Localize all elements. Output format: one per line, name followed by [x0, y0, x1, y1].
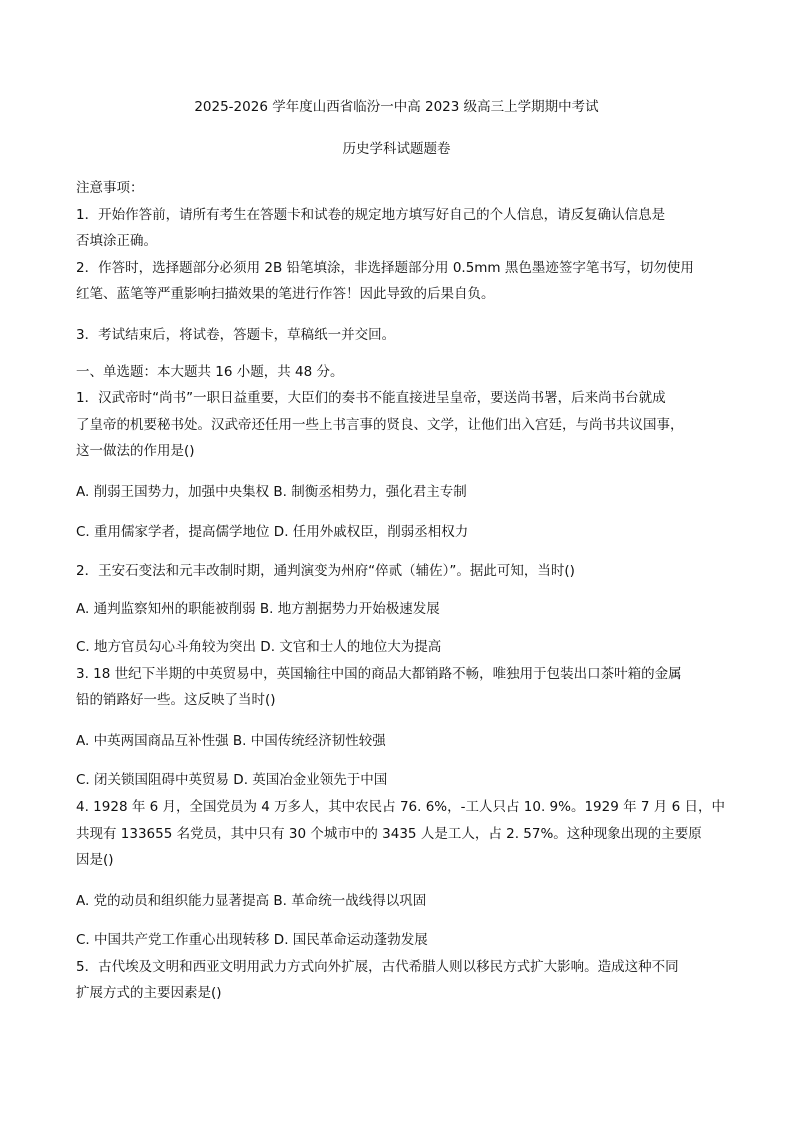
question-stem: 1．汉武帝时“尚书”一职日益重要，大臣们的奏书不能直接进呈皇帝，要送尚书署，后来尚书台就成 [76, 390, 666, 406]
question-stem: 3. 18 世纪下半期的中英贸易中，英国输往中国的商品大都销路不畅，唯独用于包装出口茶叶箱的金属 [76, 666, 682, 682]
question-option: A. 通判监察知州的职能被削弱 B. 地方割据势力开始极速发展 [76, 601, 440, 617]
question-stem: 因是() [76, 852, 114, 868]
notice-item: 3．考试结束后，将试卷，答题卡，草稿纸一并交回。 [76, 327, 396, 343]
notice-item: 否填涂正确。 [76, 233, 157, 249]
notice-item: 红笔、蓝笔等严重影响扫描效果的笔进行作答！因此导致的后果自负。 [76, 286, 495, 302]
question-stem: 2．王安石变法和元丰改制时期，通判演变为州府“倅贰（辅佐）”。据此可知，当时() [76, 563, 575, 579]
question-option: C. 中国共产党工作重心出现转移 D. 国民革命运动蓬勃发展 [76, 932, 428, 948]
section-heading: 一、单选题：本大题共 16 小题，共 48 分。 [76, 364, 344, 380]
question-stem: 了皇帝的机要秘书处。汉武帝还任用一些上书言事的贤良、文学，让他们出入宫廷，与尚书共议国事， [76, 417, 684, 433]
notice-item: 2．作答时，选择题部分必须用 2B 铅笔填涂，非选择题部分用 0.5mm 黑色墨迹签字笔书写，切勿使用 [76, 260, 694, 276]
question-stem: 4. 1928 年 6 月，全国党员为 4 万多人，其中农民占 76. 6%，-工人只占 10. 9%。1929 年 7 月 6 日，中 [76, 799, 725, 815]
question-option: C. 地方官员勾心斗角较为突出 D. 文官和士人的地位大为提高 [76, 639, 442, 655]
question-stem: 这一做法的作用是() [76, 443, 195, 459]
question-stem: 5．古代埃及文明和西亚文明用武力方式向外扩展，古代希腊人则以移民方式扩大影响。造成这种不同 [76, 959, 679, 975]
question-option: C. 重用儒家学者，提高儒学地位 D. 任用外戚权臣，削弱丞相权力 [76, 524, 469, 540]
question-option: A. 中英两国商品互补性强 B. 中国传统经济韧性较强 [76, 733, 386, 749]
question-stem: 扩展方式的主要因素是() [76, 985, 222, 1001]
question-option: C. 闭关锁国阻碍中英贸易 D. 英国冶金业领先于中国 [76, 772, 388, 788]
question-stem: 共现有 133655 名党员，其中只有 30 个城市中的 3435 人是工人，占 2. 57%。这种现象出现的主要原 [76, 826, 702, 842]
notice-item: 1．开始作答前，请所有考生在答题卡和试卷的规定地方填写好自己的个人信息，请反复确认信息是 [76, 207, 666, 223]
question-stem: 铅的销路好一些。这反映了当时() [76, 692, 276, 708]
exam-subtitle: 历史学科试题题卷 [342, 141, 451, 157]
question-option: A. 党的动员和组织能力显著提高 B. 革命统一战线得以巩固 [76, 893, 427, 909]
notice-heading: 注意事项： [76, 180, 144, 196]
question-option: A. 削弱王国势力，加强中央集权 B. 制衡丞相势力，强化君主专制 [76, 484, 467, 500]
exam-title: 2025-2026 学年度山西省临汾一中高 2023 级高三上学期期中考试 [194, 99, 599, 115]
